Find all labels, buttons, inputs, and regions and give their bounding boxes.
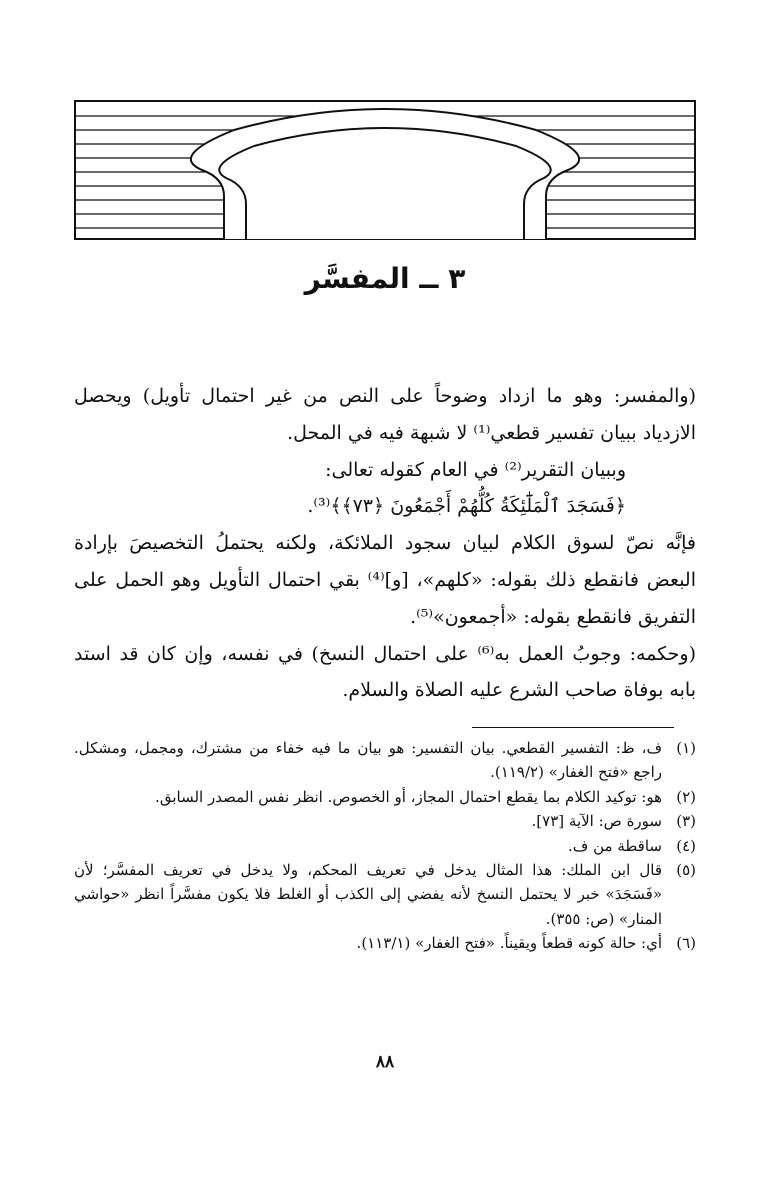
footnote-number: (١)	[676, 739, 696, 757]
footnote	[74, 809, 696, 833]
footnote-text: سورة ص: الآية [٧٣].	[531, 812, 662, 831]
footnote	[74, 785, 696, 809]
quran-verse: ﴿فَسَجَدَ ٱلْمَلَٰٓئِكَةُ كُلُّهُمْ أَجْمَعُونَ ﴿٧٣﴾﴾⁽³⁾.	[307, 495, 626, 518]
footnote-number: (٦)	[676, 934, 696, 953]
footnote	[74, 858, 696, 931]
page-number: ٨٨	[375, 1052, 395, 1072]
footnote	[74, 736, 696, 785]
footnote-text: أي: حالة كونه قطعاً ويقيناً. «فتح الغفار» (١١٣/١).	[356, 934, 662, 953]
footnote-number: (٢)	[676, 787, 696, 806]
paragraph-taqrir: وببيان التقرير⁽²⁾ في العام كقوله تعالى:	[325, 458, 626, 481]
footnote	[74, 834, 696, 858]
footnote-text: قال ابن الملك: هذا المثال يدخل في تعريف المحكم، ولا يدخل في تعريف المفسَّر؛ لأن «فَسَجَدَ» خبر لا يحتمل النسخ لأنه يفضي إلى الكذب أو الغلط فلا يكون مفسَّراً انظر «حواشي المنار» (ص: ٣٥٥).	[74, 861, 662, 928]
chapter-title: ٣ ــ المفسَّر	[304, 262, 466, 295]
footnote-separator	[472, 727, 674, 728]
footnote-text: ساقطة من ف.	[568, 836, 662, 855]
main-text	[74, 378, 696, 709]
footnotes	[74, 736, 696, 956]
footnote-number: (٥)	[676, 861, 696, 880]
footnote-text: ف، ظ: التفسير القطعي. بيان التفسير: هو بيان ما فيه خفاء من مشترك، ومجمل، ومشكل. راجع «فتح الغفار» (١١٩/٢).	[74, 739, 662, 782]
chapter-header-ornament	[74, 100, 696, 240]
paragraph-definition: (والمفسر: وهو ما ازداد وضوحاً على النص من غير احتمال تأويل) ويحصل الازدياد ببيان تفسير قطعي⁽¹⁾ لا شبهة فيه في المحل.	[74, 385, 696, 444]
footnote-number: (٤)	[676, 836, 696, 855]
footnote-number: (٣)	[676, 812, 696, 831]
footnote-text: هو: توكيد الكلام بما يقطع احتمال المجاز، أو الخصوص. انظر نفس المصدر السابق.	[155, 787, 662, 806]
footnote	[74, 931, 696, 955]
paragraph-ruling: (وحكمه: وجوبُ العمل به⁽⁶⁾ على احتمال النسخ) في نفسه، وإن كان قد استد بابه بوفاة صاحب الشرع عليه الصلاة والسلام.	[74, 642, 696, 702]
paragraph-explanation: فإنَّه نصّ لسوق الكلام لبيان سجود الملائكة، ولكنه يحتملُ التخصيصَ بإرادة البعض فانقطع ذلك بقوله: «كلهم»، [و]⁽⁴⁾ بقي احتمال التأويل وهو الحمل على التفريق فانقطع بقوله: «أجمعون»⁽⁵⁾.	[74, 532, 696, 628]
